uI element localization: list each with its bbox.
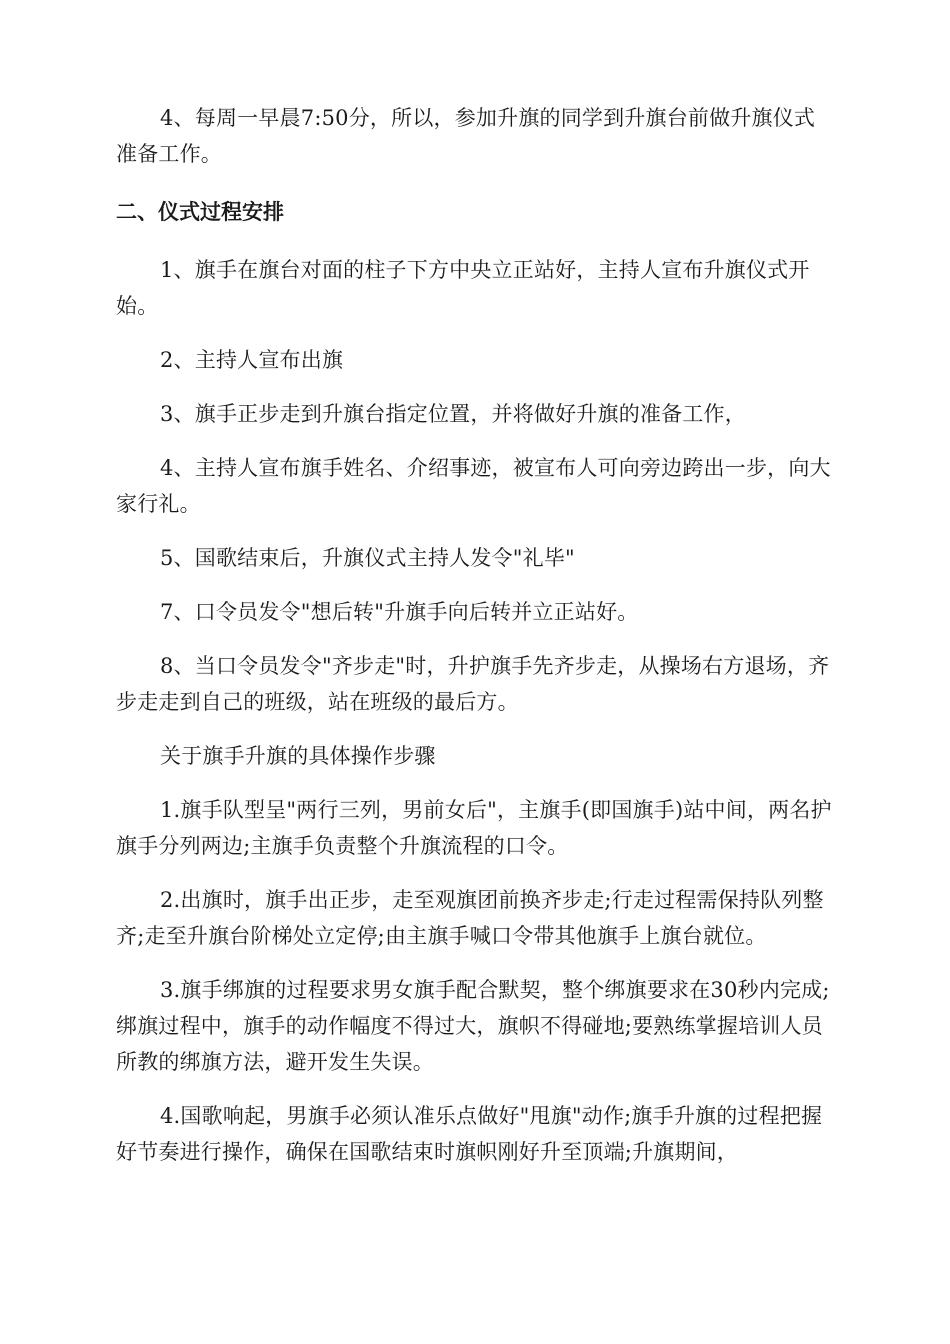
section-heading-ceremony: 二、仪式过程安排	[116, 200, 284, 224]
paragraph-step-1: 1、旗手在旗台对面的柱子下方中央立正站好，主持人宣布升旗仪式开始。	[116, 258, 810, 318]
paragraph-operation-1: 1.旗手队型呈"两行三列，男前女后"，主旗手(即国旗手)站中间，两名护旗手分列两边;主旗手负责整个升旗流程的口令。	[116, 798, 832, 858]
paragraph-operation-3: 3.旗手绑旗的过程要求男女旗手配合默契，整个绑旗要求在30秒内完成;绑旗过程中，旗手的动作幅度不得过大，旗帜不得碰地;要熟练掌握培训人员所教的绑旗方法，避开发生失误。	[116, 978, 830, 1074]
document-body	[116, 100, 834, 1170]
paragraph-operation-4: 4.国歌响起，男旗手必须认准乐点做好"甩旗"动作;旗手升旗的过程把握好节奏进行操作，确保在国歌结束时旗帜刚好升至顶端;升旗期间，	[116, 1104, 823, 1164]
paragraph-operation-2: 2.出旗时，旗手出正步，走至观旗团前换齐步走;行走过程需保持队列整齐;走至升旗台阶梯处立定停;由主旗手喊口令带其他旗手上旗台就位。	[116, 888, 824, 948]
paragraph-prep-time: 4、每周一早晨7:50分，所以，参加升旗的同学到升旗台前做升旗仪式准备工作。	[116, 106, 816, 166]
paragraph-step-4: 4、主持人宣布旗手姓名、介绍事迹，被宣布人可向旁边跨出一步，向大家行礼。	[116, 456, 831, 516]
paragraph-step-5: 5、国歌结束后，升旗仪式主持人发令"礼毕"	[160, 546, 575, 570]
paragraph-subtitle-operation: 关于旗手升旗的具体操作步骤	[160, 744, 436, 768]
paragraph-step-7: 7、口令员发令"想后转"升旗手向后转并立正站好。	[160, 600, 639, 624]
paragraph-step-2: 2、主持人宣布出旗	[160, 348, 344, 372]
paragraph-step-8: 8、当口令员发令"齐步走"时，升护旗手先齐步走，从操场右方退场，齐步走走到自己的班级，站在班级的最后方。	[116, 654, 830, 714]
paragraph-step-3: 3、旗手正步走到升旗台指定位置，并将做好升旗的准备工作，	[160, 402, 746, 426]
